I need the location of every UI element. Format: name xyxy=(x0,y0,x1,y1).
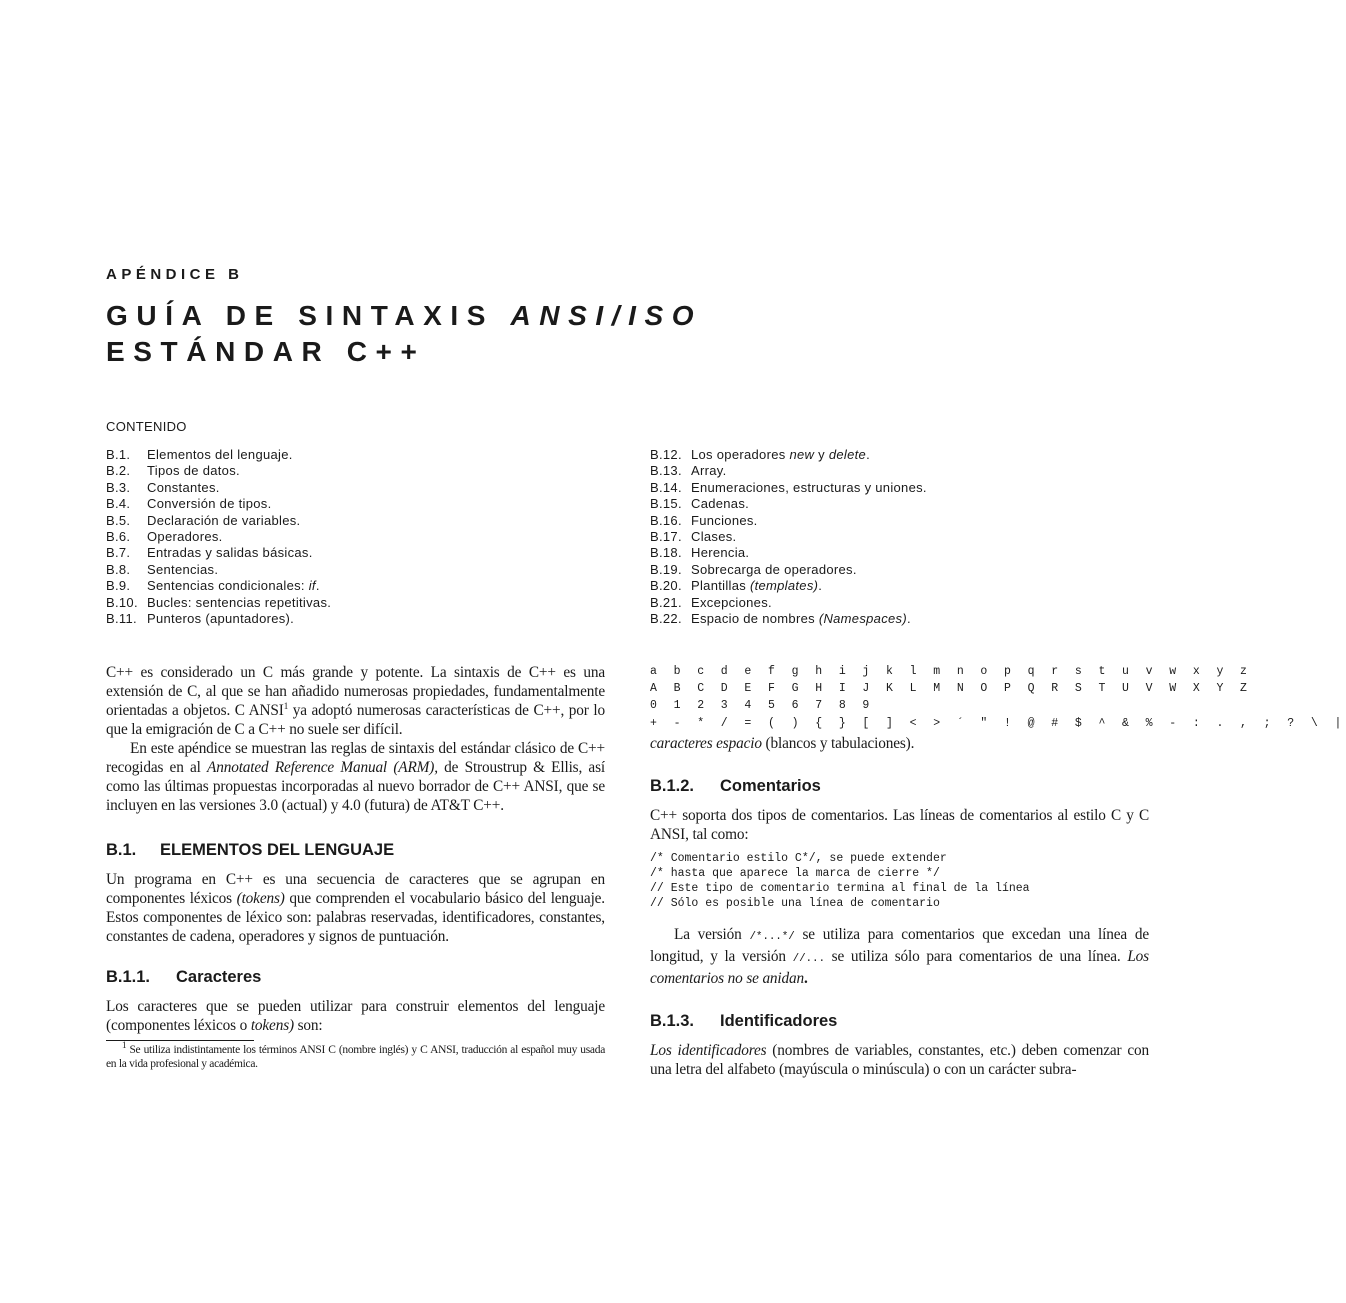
appendix-label: APÉNDICE B xyxy=(106,266,244,283)
toc-item xyxy=(106,496,331,512)
toc-item-label: Espacio de nombres xyxy=(691,610,819,626)
toc-item xyxy=(650,496,927,512)
toc-item-label: Sentencias. xyxy=(147,561,219,577)
b1-p-italic: (tokens) xyxy=(236,890,285,907)
section-b1-paragraph xyxy=(106,870,605,946)
toc-item-number: B.5. xyxy=(106,512,131,528)
intro-p1-b: ya adoptó numerosas características de C++, por lo que la emigración de C a C++ no suele ser difícil. xyxy=(106,702,605,738)
toc-item-number: B.3. xyxy=(106,479,131,495)
toc-item-label: Herencia. xyxy=(691,545,750,561)
toc-item xyxy=(106,513,331,529)
toc-item-italic: delete xyxy=(828,447,867,462)
section-b12-paragraph: C++ soporta dos tipos de comentarios. Las líneas de comentarios al estilo C y C ANSI, tal como: xyxy=(650,806,1149,843)
toc-item-label: Funciones. xyxy=(691,512,758,528)
toc-item xyxy=(106,447,331,463)
code-block xyxy=(650,851,1149,911)
b13-p-rest: (nombres de variables, constantes, etc.) deben comenzar con una letra del alfabeto (mayúscula o minúscula) o con un carácter subra- xyxy=(650,1041,1149,1078)
toc-item-number: B.4. xyxy=(106,496,131,512)
intro-p2-a: En este apéndice se muestran las reglas de sintaxis del estándar clásico de C++ recogidas en al xyxy=(106,740,605,776)
intro-p2-italic: Annotated Reference Manual (ARM), xyxy=(207,759,438,776)
footnote xyxy=(106,1040,605,1071)
toc-item-number: B.7. xyxy=(106,545,131,561)
toc-item-number: B.10. xyxy=(106,594,138,610)
inline-code-block-comment: /*...*/ xyxy=(749,930,795,943)
toc-item-label: Constantes. xyxy=(147,479,220,495)
toc-item-number: B.17. xyxy=(650,528,682,544)
section-b12-heading xyxy=(650,777,1149,796)
inline-code-line-comment: //... xyxy=(792,952,825,965)
toc-item-tail: . xyxy=(818,578,823,594)
toc-right xyxy=(650,447,927,627)
toc-item-label: Array. xyxy=(691,463,727,479)
toc-item-label: Enumeraciones, estructuras y uniones. xyxy=(691,479,927,495)
toc-item-label: Declaración de variables. xyxy=(147,512,301,528)
toc-item-number: B.11. xyxy=(106,610,137,626)
toc-item xyxy=(106,562,331,578)
footnote-ref: 1 xyxy=(283,700,289,711)
code-line: // Sólo es posible una línea de comentario xyxy=(650,896,940,910)
toc-item xyxy=(650,480,927,496)
toc-item xyxy=(106,578,331,594)
section-b11-paragraph xyxy=(106,997,605,1035)
toc-item-number: B.12. xyxy=(650,447,682,462)
toc-item xyxy=(650,447,927,463)
charset-uppercase: A B C D E F G H I J K L M N O P Q R S T U V W X Y Z xyxy=(650,682,1252,696)
toc-item-number: B.14. xyxy=(650,479,682,495)
b13-p-italic: Los identificadores xyxy=(650,1041,767,1059)
toc-item-number: B.2. xyxy=(106,463,131,479)
left-column xyxy=(106,663,605,1071)
toc-item-label: Plantillas xyxy=(691,578,750,594)
b1-p-b: que comprenden el vocabulario básico del lenguaje. Estos componentes de léxico son: palabras reservadas, identificadores, constantes, constantes de cadena, operadores y signos de puntuación. xyxy=(106,890,605,945)
section-title: Caracteres xyxy=(176,968,262,986)
toc-item-label: Sentencias condicionales: xyxy=(147,578,309,594)
charset-lowercase: a b c d e f g h i j k l m n o p q r s t u v w x y z xyxy=(650,665,1252,678)
toc-item-number: B.8. xyxy=(106,561,131,577)
toc-item-tail: . xyxy=(866,447,870,462)
footnote-text: Se utiliza indistintamente los términos ANSI C (nombre inglés) y C ANSI, traducción al español muy usada en la vida profesional y académica. xyxy=(106,1044,605,1070)
toc-item xyxy=(650,463,927,479)
toc-item-number: B.16. xyxy=(650,512,682,528)
toc-item xyxy=(650,545,927,561)
footnote-divider xyxy=(106,1040,254,1041)
charset-spaces xyxy=(650,734,1149,753)
b1-p-a: Un programa en C++ es una secuencia de caracteres que se agrupan en componentes léxicos xyxy=(106,871,605,907)
toc-item xyxy=(106,480,331,496)
section-b13-paragraph xyxy=(650,1041,1149,1079)
toc-item-tail: . xyxy=(315,578,320,594)
toc-item-italic: (templates) xyxy=(749,578,819,594)
toc-item-italic: if xyxy=(308,578,316,594)
toc-item-label: Punteros (apuntadores). xyxy=(147,610,295,626)
intro-p2-b: de Stroustrup & Ellis, así como las últimas propuestas incorporadas al nuevo borrador de C++ ANSI, que se incluyen en las versiones 3.0 (actual) y 4.0 (futura) de AT&T C++. xyxy=(106,759,605,814)
toc-item-number: B.18. xyxy=(650,545,682,561)
code-line: /* hasta que aparece la marca de cierre */ xyxy=(650,866,940,880)
toc-item xyxy=(650,611,927,627)
section-number: B.1. xyxy=(106,841,137,859)
spaces-rest: (blancos y tabulaciones). xyxy=(761,734,915,752)
toc-item-label: Tipos de datos. xyxy=(147,463,240,479)
toc-item-label: Operadores. xyxy=(147,528,223,544)
b12-p2-end: . xyxy=(804,969,808,987)
toc-item-label: Elementos del lenguaje. xyxy=(147,447,293,462)
footnote-number: 1 xyxy=(122,1040,127,1051)
section-number: B.1.3. xyxy=(650,1011,695,1030)
toc-item xyxy=(106,595,331,611)
section-b13-heading xyxy=(650,1012,1149,1031)
toc-item-number: B.15. xyxy=(650,496,682,512)
charset-digits: 0 1 2 3 4 5 6 7 8 9 xyxy=(650,699,875,713)
toc-item xyxy=(650,529,927,545)
b11-p-b: son: xyxy=(293,1017,323,1034)
spaces-italic: caracteres espacio xyxy=(650,734,762,752)
intro-p1-a: C++ es considerado un C más grande y potente. La sintaxis de C++ es una extensión de C, al que se han añadido numerosas propiedades, fundamentalmente orientadas a objetos. C ANSI xyxy=(106,664,605,719)
toc-item-number: B.19. xyxy=(650,561,682,577)
code-line: // Este tipo de comentario termina al final de la línea xyxy=(650,881,1030,895)
toc-item-number: B.13. xyxy=(650,463,682,479)
toc-item-label: Sobrecarga de operadores. xyxy=(691,561,857,577)
code-line: /* Comentario estilo C*/, se puede extender xyxy=(650,851,947,865)
toc-item-label: Excepciones. xyxy=(691,594,772,610)
intro-paragraph-2 xyxy=(106,739,605,815)
toc-item xyxy=(650,513,927,529)
toc-item-number: B.1. xyxy=(106,447,131,462)
toc-item xyxy=(106,545,331,561)
section-title: Identificadores xyxy=(720,1011,838,1030)
section-b12-paragraph-2 xyxy=(650,925,1149,988)
toc-item-mid: y xyxy=(814,447,829,462)
right-column xyxy=(650,663,1346,1079)
toc-item-tail: . xyxy=(906,610,911,626)
contents-heading: CONTENIDO xyxy=(106,419,187,434)
toc-item-number: B.22. xyxy=(650,610,682,626)
toc-item-label: Bucles: sentencias repetitivas. xyxy=(147,594,332,610)
toc-item xyxy=(106,611,331,627)
toc-item xyxy=(650,595,927,611)
b12-p2-b: se utiliza para comentarios que excedan una línea de longitud, y la versión xyxy=(650,925,1149,965)
section-b11-heading xyxy=(106,968,605,987)
toc-item-number: B.21. xyxy=(650,594,682,610)
toc-item xyxy=(106,529,331,545)
section-number: B.1.1. xyxy=(106,968,151,986)
toc-item-italic: new xyxy=(789,447,815,462)
title-line1-italic: ANSI/ISO xyxy=(510,300,703,331)
intro-paragraph-1 xyxy=(106,663,605,739)
toc-item-number: B.6. xyxy=(106,528,131,544)
title-line1-prefix: GUÍA DE SINTAXIS xyxy=(106,300,511,331)
toc-item xyxy=(650,578,927,594)
toc-left xyxy=(106,447,331,627)
toc-item-label: Los operadores xyxy=(691,447,790,462)
page-title xyxy=(106,298,702,370)
toc-item-number: B.9. xyxy=(106,578,131,594)
b11-p-italic: tokens) xyxy=(250,1017,294,1034)
section-number: B.1.2. xyxy=(650,776,695,795)
b11-p-a: Los caracteres que se pueden utilizar para construir elementos del lenguaje (componentes léxicos o xyxy=(106,998,605,1034)
toc-item xyxy=(650,562,927,578)
toc-item-label: Clases. xyxy=(691,528,737,544)
b12-p2-italic: Los comentarios no se anidan xyxy=(650,947,1149,987)
toc-item xyxy=(106,463,331,479)
title-line2: ESTÁNDAR C++ xyxy=(106,336,426,367)
toc-item-label: Entradas y salidas básicas. xyxy=(147,545,313,561)
toc-item-number: B.20. xyxy=(650,578,682,594)
section-b1-heading xyxy=(106,841,605,860)
b12-p2-c: se utiliza sólo para comentarios de una línea. xyxy=(824,947,1128,965)
section-title: ELEMENTOS DEL LENGUAJE xyxy=(160,841,395,859)
toc-item-italic: (Namespaces) xyxy=(818,610,907,626)
charset-symbols: + - * / = ( ) { } [ ] < > ´ " ! @ # $ ^ & % - : . , ; ? \ | xyxy=(650,716,1346,730)
b12-p2-a: La versión xyxy=(674,925,750,943)
section-title: Comentarios xyxy=(720,776,821,795)
toc-item-label: Conversión de tipos. xyxy=(147,496,272,512)
toc-item-label: Cadenas. xyxy=(691,496,750,512)
